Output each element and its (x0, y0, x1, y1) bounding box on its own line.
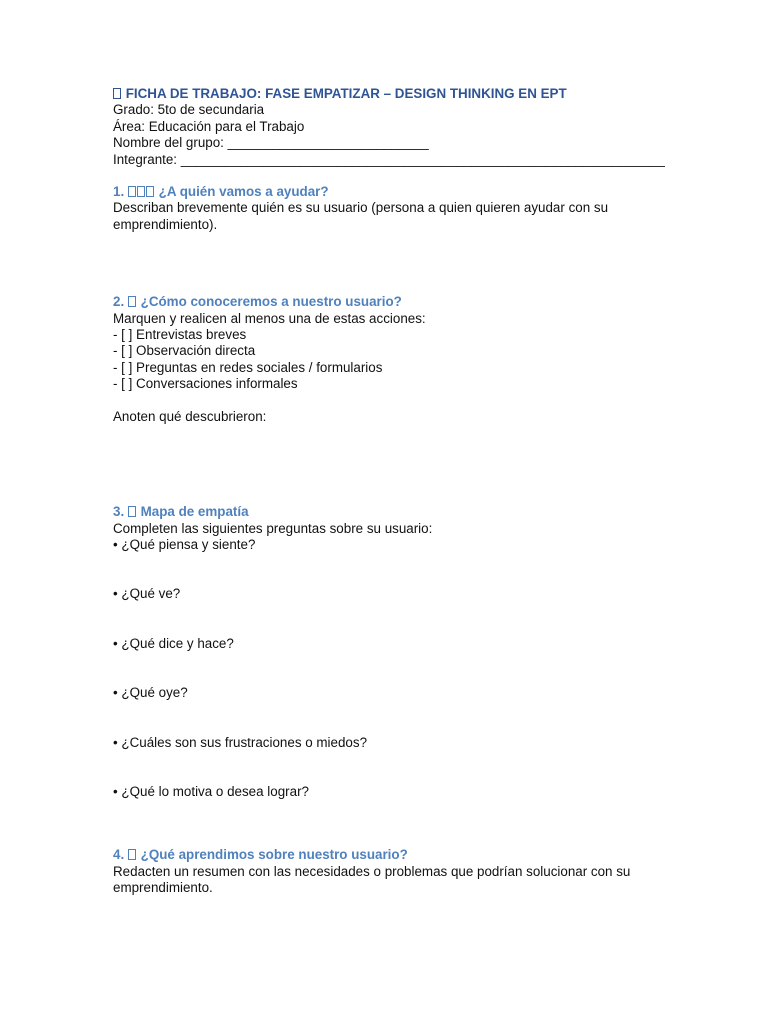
empathy-question: • ¿Cuáles son sus frustraciones o miedos? (113, 734, 368, 750)
empathy-question: • ¿Qué lo motiva o desea lograr? (113, 783, 309, 799)
missing-glyph-icon (128, 849, 136, 860)
section-4-number: 4. (113, 847, 125, 863)
section-3-intro: Completen las siguientes preguntas sobre su usuario: (113, 520, 433, 536)
section-1-text: Describan brevemente quién es su usuario (persona a quien quieren ayudar con su emprendimiento). (113, 200, 609, 232)
checklist-item[interactable]: - [ ] Preguntas en redes sociales / formularios (113, 359, 383, 375)
worksheet-page (113, 86, 673, 897)
missing-glyph-icon (128, 296, 136, 307)
empathy-question: • ¿Qué piensa y siente? (113, 536, 256, 552)
section-3-heading (113, 504, 673, 520)
group-name-line: Nombre del grupo: ___________________________ (113, 135, 429, 151)
empathy-question: • ¿Qué oye? (113, 685, 188, 701)
document-title-text: FICHA DE TRABAJO: FASE EMPATIZAR – DESIGN THINKING EN EPT (125, 86, 567, 101)
empathy-question: • ¿Qué dice y hace? (113, 635, 234, 651)
section-3-number: 3. (113, 504, 125, 520)
area-line: Área: Educación para el Trabajo (113, 118, 305, 134)
grade-line: Grado: 5to de secundaria (113, 102, 265, 118)
missing-glyph-icon (113, 88, 121, 99)
section-4-text: Redacten un resumen con las necesidades o problemas que podrían solucionar con su emprendimiento. (113, 863, 631, 896)
checklist-item[interactable]: - [ ] Observación directa (113, 343, 256, 359)
section-2-intro: Marquen y realicen al menos una de estas acciones: (113, 310, 426, 326)
section-3-heading-text: Mapa de empatía (140, 504, 249, 520)
missing-glyph-icon (137, 186, 145, 197)
empathy-question: • ¿Qué ve? (113, 586, 181, 602)
checklist-item[interactable]: - [ ] Entrevistas breves (113, 327, 247, 343)
section-4-heading (113, 847, 673, 863)
section-2-heading-text: ¿Cómo conoceremos a nuestro usuario? (140, 294, 402, 310)
section-2-heading (113, 294, 673, 310)
checklist-item[interactable]: - [ ] Conversaciones informales (113, 376, 298, 392)
section-4-heading-text: ¿Qué aprendimos sobre nuestro usuario? (140, 847, 408, 863)
section-2-number: 2. (113, 294, 125, 310)
missing-glyph-icon (128, 186, 136, 197)
section-1-heading-text: ¿A quién vamos a ayudar? (158, 184, 329, 200)
section-1-number: 1. (113, 184, 125, 200)
missing-glyph-icon (128, 506, 136, 517)
section-2-note: Anoten qué descubrieron: (113, 408, 267, 424)
member-line: Integrante: _________________________________________________________________ (113, 151, 665, 167)
section-1-heading (113, 184, 673, 200)
missing-glyph-icon (146, 186, 154, 197)
document-title (113, 86, 673, 102)
